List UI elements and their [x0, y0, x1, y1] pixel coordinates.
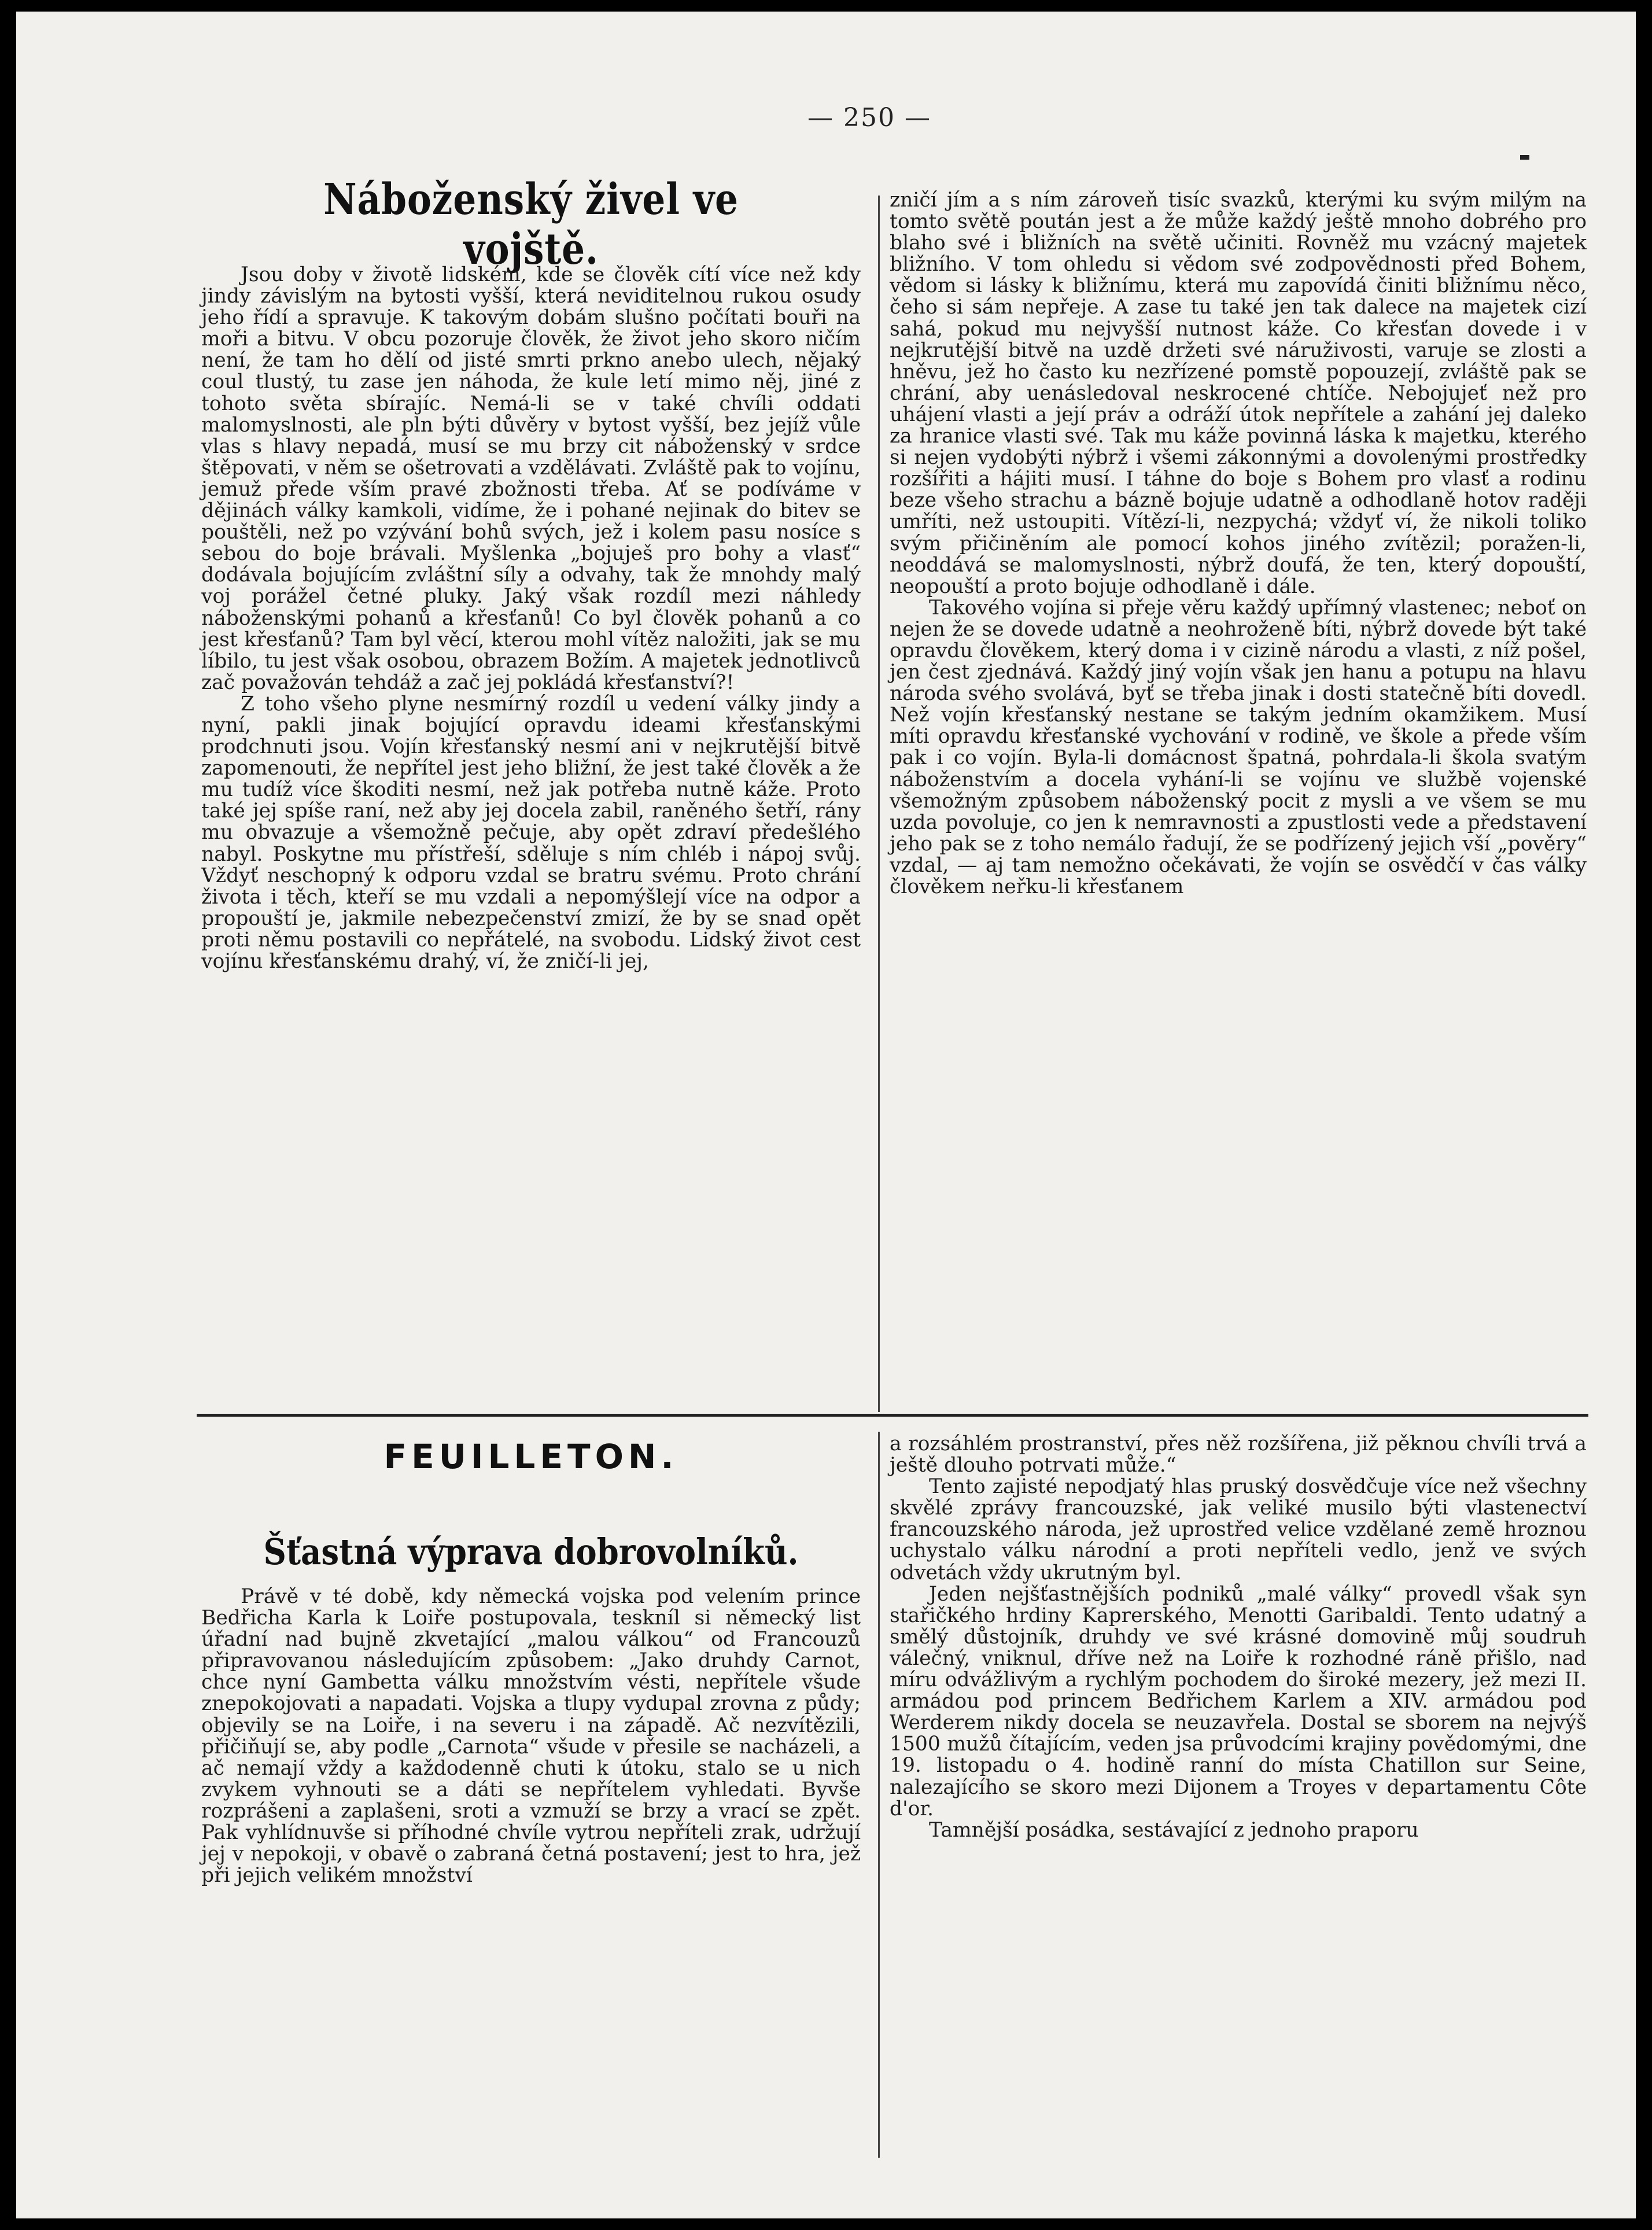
- article-column-right: [890, 190, 1587, 898]
- article-paragraph: Takového vojína si přeje věru každý upřímný vlastenec; neboť on nejen že se dovede udatně a neohroženě bíti, nýbrž dovede být také opravdu člověkem, který doma i v cizině národu a vlasti, z níž pošel, jen čest zjednává. Každý jiný vojín však jen hanu a potupu na hlavu národa svého svolává, byť se třeba jinak i dosti statečně bíti dovedl. Než vojín křesťanský nestane se takým jedním okamžikem. Musí míti opravdu křesťanské vychování v rodině, ve škole a přede vším pak i co vojín. Byla-li domácnost špatná, pohrdala-li škola svatým náboženstvím a docela vyhání-li se vojínu ve službě vojenské všemožným způsobem náboženský pocit z mysli a ve všem se mu uzda povoluje, co jen k nemravnosti a zpustlosti vede a představení jeho pak se z toho nemálo řadují, že se podřízený jejich vší „pověry“ vzdal, — aj tam nemožno očekávati, že vojín se osvědčí v čas války člověkem neřku-li křesťanem: [890, 596, 1587, 898]
- feuilleton-subtitle: Šťastná výprava dobrovolníků.: [263, 1531, 799, 1573]
- column-divider: [878, 196, 880, 1412]
- feuilleton-paragraph: a rozsáhlém prostranství, přes něž rozšířena, již pěknou chvíli trvá a ještě dlouho potrvati může.“: [890, 1432, 1587, 1477]
- article-title: Náboženský živel ve vojště.: [323, 175, 739, 274]
- article-paragraph: zničí jím a s ním zároveň tisíc svazků, kterými ku svým milým na tomto světě poután jest a že může každý ještě mnoho dobrého pro blaho své i bližních na světě učiniti. Rovněž mu vzácný majetek bližního. V tom ohledu si vědom své zodpovědnosti před Bohem, vědom si lásky k bližnímu, která mu zapovídá činiti bližnímu něco, čeho si sám nepřeje. A zase tu také jen tak dalece na majetek cizí sahá, pokud mu nejvyšší nutnost káže. Co křesťan dovede i v nejkrutější bitvě na uzdě držeti své náruživosti, varuje se zlosti a hněvu, jež ho často ku nezřízené pomstě popouzejí, zvláště pak se chrání, aby uenásledoval neskrocené chtíče. Nebojujeť než pro uhájení vlasti a její práv a odráží útok nepřítele a zahání jej daleko za hranice vlasti své. Tak mu káže povinná láska k majetku, kterého si nejen vydobýti nýbrž i všemi zákonnými a dovolenými prostředky rozšířiti a hájiti musí. I táhne do boje s Bohem pro vlasť a rodinu beze všeho strachu a bázně bojuje udatně a odhodlaně hotov raději umříti, než ustoupiti. Vítězí-li, nezpychá; vždyť ví, že nikoli toliko svým přičiněním ale pomocí kohos jiného zvítězil; poražen-li, neoddává se malomyslnosti, nýbrž doufá, že ten, který dopouští, neopouští a proto bojuje odhodlaně i dále.: [890, 189, 1587, 598]
- feuilleton-column-left: [201, 1586, 861, 1886]
- article-paragraph: Z toho všeho plyne nesmírný rozdíl u vedení války jindy a nyní, pakli jinak bojující opravdu ideami křesťanskými prodchnuti jsou. Vojín křesťanský nesmí ani v nejkrutější bitvě zapomenouti, že nepřítel jest jeho bližní, že jest také člověk a že mu tudíž více škoditi nesmí, než jak potřeba nutně káže. Proto také jej spíše raní, než aby jej docela zabil, raněného šetří, rány mu obvazuje a všemožně pečuje, aby opět zdraví předešlého nabyl. Poskytne mu přístřeší, sděluje s ním chléb i nápoj svůj. Vždyť neschopný k odporu vzdal se bratru svému. Proto chrání života i těch, kteří se mu vzdali a nepomýšlejí více na odpor a propouští je, jakmile nebezpečenství zmizí, že by se snad opět proti němu postavili co nepřátelé, na svobodu. Lidský život cest vojínu křesťanskému drahý, ví, že zničí-li jej,: [201, 692, 861, 973]
- feuilleton-paragraph: Právě v té době, kdy německá vojska pod velením prince Bedřicha Karla k Loiře postupovala, teskníl si německý list úřadní nad bujně zkvetající „malou válkou“ od Francouzů připravovanou následujícím způsobem: „Jako druhdy Carnot, chce nyní Gambetta válku množstvím vésti, nepřítele všude znepokojovati a napadati. Vojska a tlupy vydupal zrovna z půdy; objevily se na Loiře, i na severu i na západě. Ač nezvítězili, přičiňují se, aby podle „Carnota“ všude v přesile se nacházeli, a ač nemají vždy a každodenně chuti k útoku, stalo se u nich zvykem vyhnouti se a dáti se nepřítelem vyhledati. Byvše rozprášeni a zaplašeni, sroti a vzmuží se brzy a vrací se zpět. Pak vyhlídnuvše si příhodné chvíle vytrou nepříteli zrak, udržují jej v nepokoji, v obavě o zabraná četná postavení; jest to hra, jež při jejich velikém množství: [201, 1585, 861, 1888]
- feuilleton-column-right: [890, 1433, 1587, 1841]
- newspaper-page: [16, 12, 1636, 2218]
- column-divider: [878, 1432, 880, 2158]
- ink-mark: [1520, 155, 1529, 160]
- page-number: — 250 —: [807, 103, 931, 132]
- section-divider: [197, 1414, 1588, 1417]
- feuilleton-paragraph: Tento zajisté nepodjatý hlas pruský dosvědčuje více než všechny skvělé zprávy francouzské, jak veliké musilo býti vlastenectví francouzského národa, jež uprostřed velice vzdělané země hroznou uchystalo válku národní a proti nepříteli vedlo, jenž ve svých odvetách vždy ukrutným byl.: [890, 1475, 1587, 1584]
- feuilleton-paragraph: Tamnější posádka, sestávající z jednoho praporu: [929, 1818, 1419, 1842]
- feuilleton-paragraph: Jeden nejšťastnějších podniků „malé války“ provedl však syn stařičkého hrdiny Kaprerského, Menotti Garibaldi. Tento udatný a smělý důstojník, druhdy ve své krásné domovině můj soudruh válečný, vniknul, dříve než na Loiře k rozhodné ráně přišlo, nad míru odvážlivým a rychlým pochodem do široké mezery, jež mezi II. armádou pod princem Bedřichem Karlem a XIV. armádou pod Werderem nikdy docela se neuzavřela. Dostal se sborem na nejvýš 1500 mužů čítajícím, veden jsa průvodcími krajiny povědomými, dne 19. listopadu o 4. hodině ranní do místa Chatillon sur Seine, nalezajícího se skoro mezi Dijonem a Troyes v departamentu Côte d'or.: [890, 1582, 1587, 1820]
- article-column-left: [201, 264, 861, 972]
- article-paragraph: Jsou doby v životě lidském, kde se člověk cítí více než kdy jindy závislým na bytosti vyšší, která neviditelnou rukou osudy jeho řídí a spravuje. K takovým dobám slušno počítati bouři na moři a bitvu. V obcu pozoruje člověk, že život jeho skoro ničím není, že tam ho dělí od jisté smrti prkno anebo ulech, nějaký coul tlustý, tu zase jen náhoda, že kule letí mimo něj, jiné z tohoto světa sbírajíc. Nemá-li se v také chvíli oddati malomyslnosti, ale pln býti důvěry v bytost vyšší, bez jejíž vůle vlas s hlavy nepadá, musí se mu brzy cit náboženský v srdce štěpovati, v něm se ošetrovati a vzdělávati. Zvláště pak to vojínu, jemuž přede vším pravé zbožnosti třeba. Ať se podíváme v dějinách války kamkoli, vidíme, že i pohané nejinak do bitev se pouštěli, než po vzývání bohů svých, jež i kolem pasu nosíce s sebou do boje brávali. Myšlenka „bojuješ pro bohy a vlasť“ dodávala bojujícím zvláštní síly a odvahy, tak že mnohdy malý voj porážel četné pluky. Jaký však rozdíl mezi náhledy náboženskými pohanů a křesťanů! Co byl člověk pohanů a co jest křesťanů? Tam byl věcí, kterou mohl vítěz naložiti, jak se mu líbilo, tu jest však osobou, obrazem Božím. A majetek jednotlivců zač považován tehdáž a zač jej pokládá křesťanství?!: [201, 263, 861, 694]
- feuilleton-heading: FEUILLETON.: [384, 1437, 679, 1476]
